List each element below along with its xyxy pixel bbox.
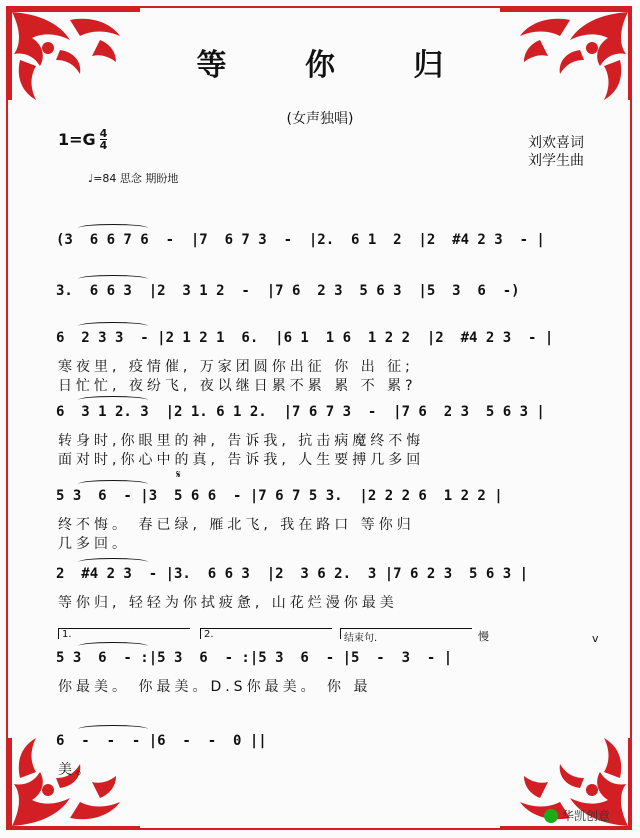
credits [528, 134, 584, 170]
slur-mark [78, 322, 148, 330]
score-system [56, 232, 602, 256]
wechat-icon [544, 809, 558, 823]
volta-bracket: 2. [200, 628, 332, 639]
lyric-line: 寒夜里, 疫情催, 万家团圆你出征 你 出 征; [58, 359, 414, 375]
watermark-text: 华凯创意 [561, 809, 610, 823]
notation-line: (3 6 6 7 6 - |7 6 7 3 - |2. 6 1 2 |2 #4 2 3 - | [56, 232, 545, 248]
fermata-icon: v [592, 632, 599, 645]
slur-mark [78, 558, 148, 566]
slur-mark [78, 396, 148, 404]
slur-mark [78, 480, 148, 488]
lyric-line: 几多回。 [58, 536, 130, 552]
volta-bracket: 1. [58, 628, 190, 639]
lyric-line: 美。 [58, 762, 94, 778]
notation-line: 3. 6 6 3 |2 3 1 2 - |7 6 2 3 5 6 3 |5 3 6 -) [56, 283, 520, 299]
lyric-line: 等你归, 轻轻为你拭疲惫, 山花烂漫你最美 [58, 595, 398, 611]
score-system [56, 488, 602, 552]
score-system [56, 733, 602, 778]
score-system [56, 330, 602, 394]
slur-mark [78, 642, 148, 650]
tempo-marking: ♩=84 思念 期盼地 [88, 172, 179, 185]
time-signature: $\frac{4}{4}$ [99, 127, 108, 152]
segno-icon: 𝄋 [176, 468, 181, 481]
notation-line: 6 3 1 2. 3 |2 1. 6 1 2. |7 6 7 3 - |7 6 2 3 5 6 3 | [56, 404, 545, 420]
lyric-line: 转身时,你眼里的神, 告诉我, 抗击病魔终不悔 [58, 433, 425, 449]
song-subtitle: (女声独唱) [286, 111, 354, 127]
key-label: 1=G [58, 130, 96, 149]
lyricist-credit: 刘欢喜词 [528, 135, 584, 151]
lyric-line: 终不悔。 春已绿, 雁北飞, 我在路口 等你归 [58, 517, 415, 533]
notation-line: 6 2 3 3 - |2 1 2 1 6. |6 1 1 6 1 2 2 |2 #4 2 3 - | [56, 330, 554, 346]
key-signature [58, 128, 107, 151]
composer-credit: 刘学生曲 [528, 153, 584, 169]
slur-mark [78, 725, 148, 733]
notation-line: 5 3 6 - :|5 3 6 - :|5 3 6 - |5 - 3 - | [56, 650, 453, 666]
notation-line: 6 - - - |6 - - 0 || [56, 733, 267, 749]
notation-line: 2 #4 2 3 - |3. 6 6 3 |2 3 6 2. 3 |7 6 2 3 5 6 3 | [56, 566, 529, 582]
notation-line: 5 3 6 - |3 5 6 6 - |7 6 7 5 3. |2 2 2 6 1 2 2 | [56, 488, 503, 504]
volta-bracket: 结束句. [340, 628, 472, 639]
score-system [56, 404, 602, 468]
slur-mark [78, 224, 148, 232]
score-system [56, 283, 602, 307]
score-system [56, 566, 602, 611]
song-title: 等 你 归 [196, 48, 478, 83]
watermark [544, 807, 610, 824]
slur-mark [78, 275, 148, 283]
lyric-line: 日忙忙, 夜纷飞, 夜以继日累不累 累 不 累? [58, 378, 417, 394]
lyric-line: 你最美。 你最美。D.S你最美。 你 最 [58, 679, 372, 695]
score-system [56, 650, 602, 695]
slow-marking: 慢 [478, 630, 489, 643]
lyric-line: 面对时,你心中的真, 告诉我, 人生要搏几多回 [58, 452, 425, 468]
